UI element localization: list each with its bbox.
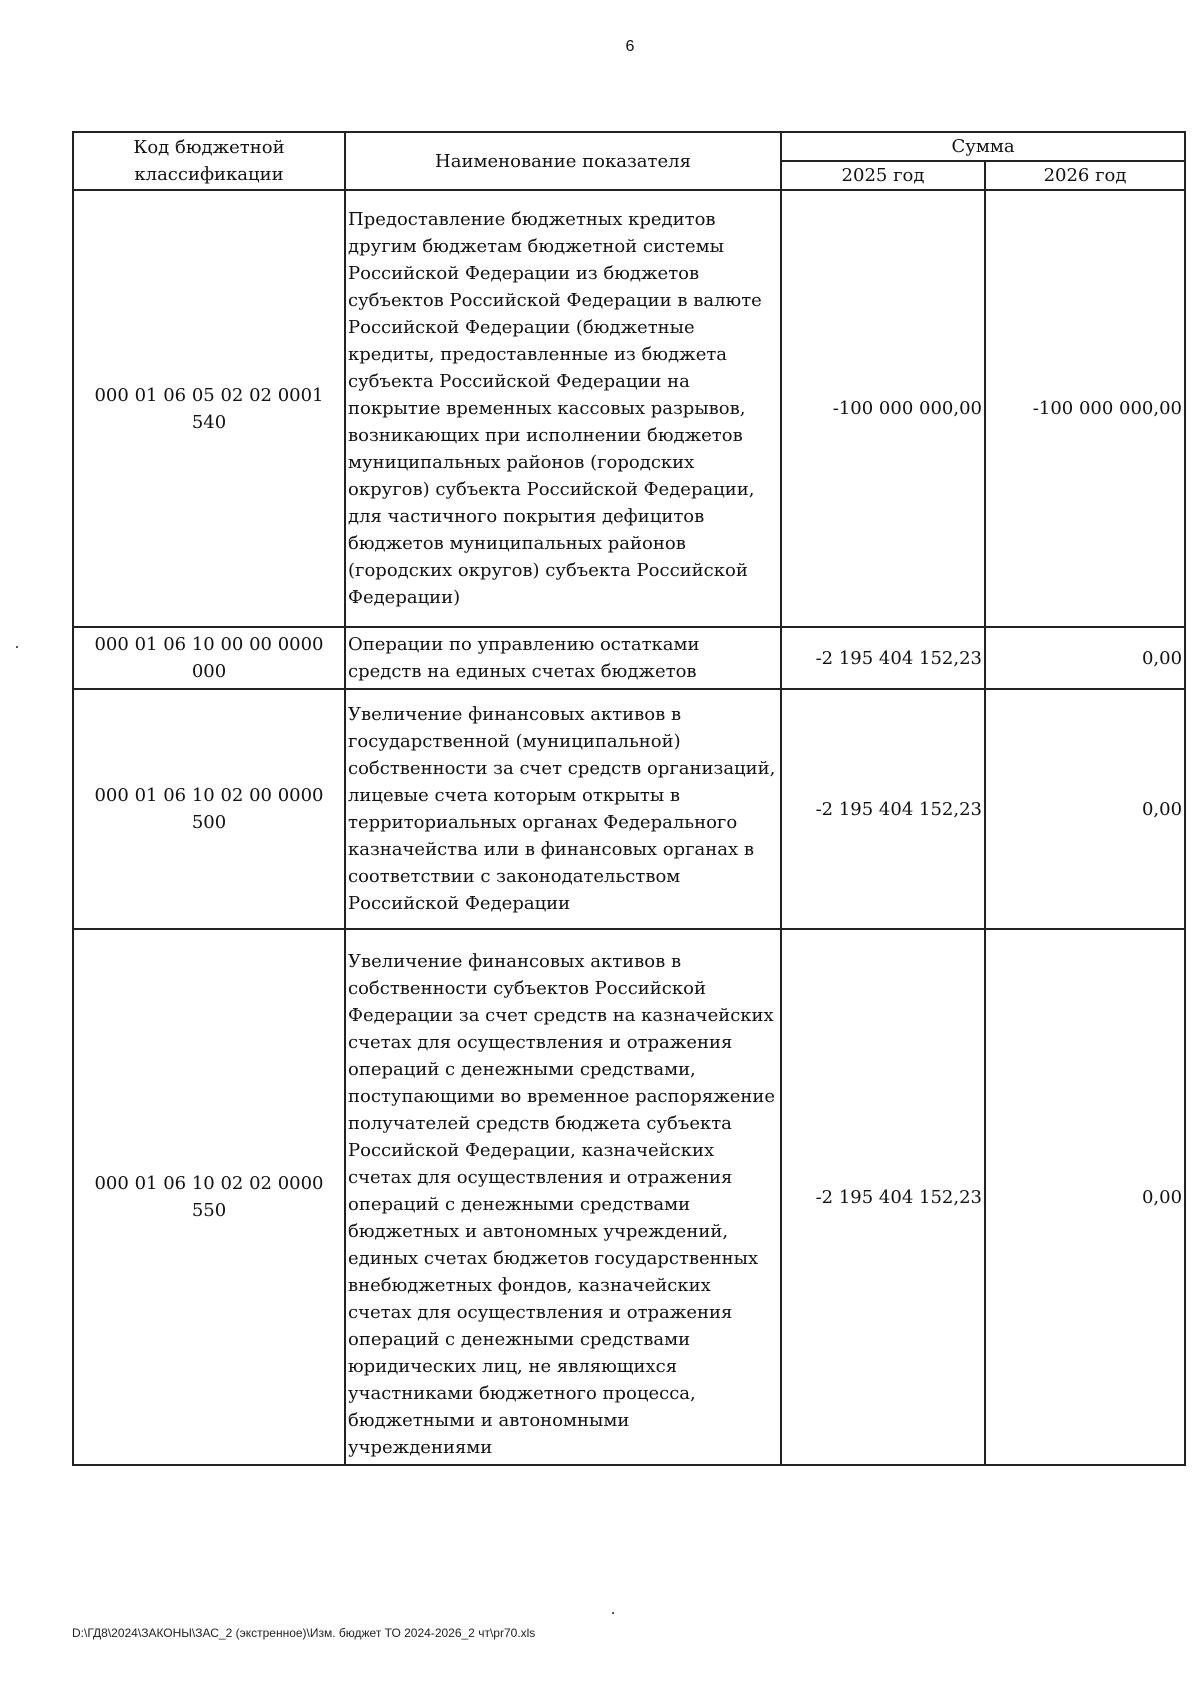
row-code: 000 01 06 10 00 00 0000 000: [73, 627, 345, 689]
row-value-2025: -100 000 000,00: [781, 190, 985, 627]
header-row-top: [73, 132, 1185, 161]
budget-table: [72, 131, 1186, 1466]
table-row: [73, 689, 1185, 929]
header-year-2025: 2025 год: [781, 161, 985, 190]
table-row: [73, 929, 1185, 1465]
row-name: Увеличение финансовых активов в собственности субъектов Российской Федерации за счет средств на казначейских счетах для осуществления и отражения операций с денежными средствами, поступающими во временное распоряжение получателей средств бюджета субъекта Российской Федерации, казначейских счетах для осуществления и отражения операций с денежными средствами бюджетных и автономных учреждений, единых счетах бюджетов государственных внебюджетных фондов, казначейских счетах для осуществления и отражения операций с денежными средствами юридических лиц, не являющихся участниками бюджетного процесса, бюджетными и автономными учреждениями: [345, 929, 781, 1465]
row-value-2026: 0,00: [985, 689, 1185, 929]
scan-speck: [612, 1612, 614, 1614]
header-name: Наименование показателя: [345, 132, 781, 190]
row-code: 000 01 06 10 02 02 0000 550: [73, 929, 345, 1465]
row-value-2026: 0,00: [985, 929, 1185, 1465]
row-name: Операции по управлению остатками средств на единых счетах бюджетов: [345, 627, 781, 689]
table-row: [73, 190, 1185, 627]
footer-file-path: D:\ГД8\2024\ЗАКОНЫ\ЗАС_2 (экстренное)\Изм. бюджет ТО 2024-2026_2 чт\pr70.xls: [72, 1626, 536, 1640]
header-year-2026: 2026 год: [985, 161, 1185, 190]
header-sum: Сумма: [781, 132, 1185, 161]
row-value-2026: -100 000 000,00: [985, 190, 1185, 627]
row-value-2026: 0,00: [985, 627, 1185, 689]
row-code: 000 01 06 10 02 00 0000 500: [73, 689, 345, 929]
row-value-2025: -2 195 404 152,23: [781, 689, 985, 929]
row-value-2025: -2 195 404 152,23: [781, 929, 985, 1465]
row-name: Увеличение финансовых активов в государственной (муниципальной) собственности за счет средств организаций, лицевые счета которым открыты в территориальных органах Федерального казначейства или в финансовых органах в соответствии с законодательством Российской Федерации: [345, 689, 781, 929]
table-row: [73, 627, 1185, 689]
scan-speck: [16, 646, 18, 648]
row-name: Предоставление бюджетных кредитов другим бюджетам бюджетной системы Российской Федерации из бюджетов субъектов Российской Федерации в валюте Российской Федерации (бюджетные кредиты, предоставленные из бюджета субъекта Российской Федерации на покрытие временных кассовых разрывов, возникающих при исполнении бюджетов муниципальных районов (городских округов) субъекта Российской Федерации, для частичного покрытия дефицитов бюджетов муниципальных районов (городских округов) субъекта Российской Федерации): [345, 190, 781, 627]
row-code: 000 01 06 05 02 02 0001 540: [73, 190, 345, 627]
page-number: 6: [625, 38, 635, 55]
row-value-2025: -2 195 404 152,23: [781, 627, 985, 689]
header-code: Код бюджетной классификации: [73, 132, 345, 190]
